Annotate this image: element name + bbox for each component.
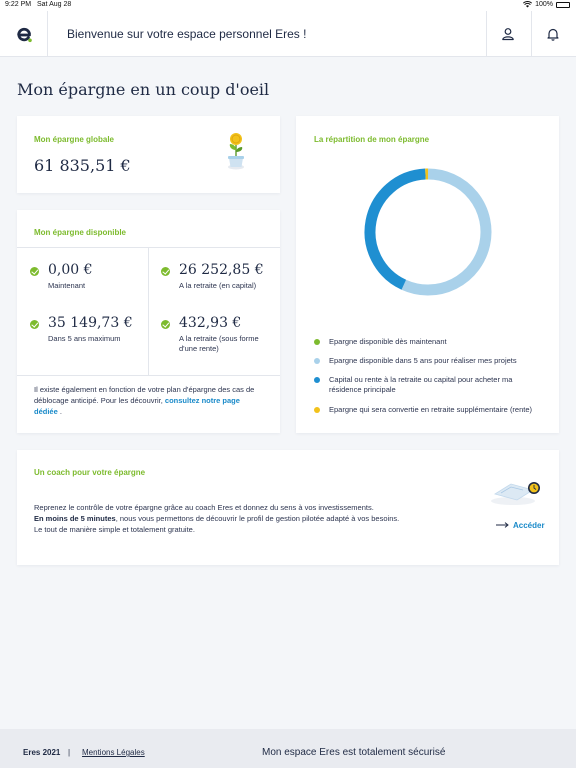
plant-coin-icon (223, 131, 249, 171)
retirement-annuity-label: A la retraite (sous forme d'une rente) (179, 334, 259, 353)
retirement-annuity-amount: 432,93 € (179, 315, 242, 331)
coach-description (34, 502, 399, 535)
security-message: Mon espace Eres est totalement sécurisé (262, 747, 446, 758)
legend-dot (314, 358, 320, 364)
battery-percent: 100% (535, 1, 553, 8)
donut-slice-retraite-capital (370, 174, 425, 285)
legend-dot (314, 339, 320, 345)
status-bar (0, 0, 576, 11)
bell-icon[interactable] (545, 26, 561, 42)
coach-access-link[interactable]: Accéder (513, 521, 545, 530)
check-icon (30, 320, 39, 329)
global-savings-card (17, 116, 280, 193)
coach-bold: En moins de 5 minutes (34, 514, 116, 523)
retirement-capital-label: A la retraite (en capital) (179, 281, 257, 290)
legend-dot (314, 407, 320, 413)
five-years-label: Dans 5 ans maximum (48, 334, 121, 343)
available-now-label: Maintenant (48, 281, 86, 290)
page-footer (0, 729, 576, 768)
legend-label: Capital ou rente à la retraite ou capital pour acheter ma résidence principale (329, 375, 513, 394)
header-divider (486, 11, 487, 57)
card-title: Mon épargne disponible (34, 228, 127, 237)
coach-line-2-rest: , nous vous permettons de découvrir le profil de gestion pilotée adapté à vos besoins. (115, 514, 400, 523)
app-header (0, 11, 576, 57)
legend-label: Epargne qui sera convertie en retraite supplémentaire (rente) (329, 405, 533, 414)
footer-separator: | (68, 748, 71, 757)
donut-slice-disponible-5-ans (404, 174, 486, 290)
available-now-amount: 0,00 € (48, 262, 93, 278)
coach-card (17, 450, 559, 565)
available-savings-card (17, 210, 280, 433)
welcome-message: Bienvenue sur votre espace personnel Eres ! (67, 27, 307, 41)
wifi-icon (523, 1, 532, 8)
legend-label: Epargne disponible dans 5 ans pour réaliser mes projets (329, 356, 517, 365)
note-text: Il existe également en fonction de votre plan d'épargne des cas de déblocage anticipé. Pour les découvrir, (34, 385, 255, 405)
check-icon (161, 267, 170, 276)
legend-label: Epargne disponible dès maintenant (329, 337, 447, 346)
arrow-right-icon (496, 522, 510, 528)
check-icon (30, 267, 39, 276)
coach-line-2 (34, 513, 399, 524)
legend-item (314, 337, 542, 347)
battery-icon (556, 2, 570, 8)
global-savings-amount: 61 835,51 € (34, 156, 131, 175)
page-title: Mon épargne en un coup d'oeil (17, 80, 270, 99)
legend-dot (314, 377, 320, 383)
card-divider (148, 247, 149, 375)
note-end: . (57, 407, 62, 416)
legend-item (314, 405, 542, 415)
legal-notice-link[interactable]: Mentions Légales (82, 748, 145, 757)
distribution-donut-chart (362, 166, 494, 298)
check-icon (161, 320, 170, 329)
header-divider (47, 11, 48, 57)
card-title: Un coach pour votre épargne (34, 468, 146, 477)
header-divider (531, 11, 532, 57)
user-icon[interactable] (500, 26, 516, 42)
retirement-capital-amount: 26 252,85 € (179, 262, 264, 278)
eres-logo[interactable] (14, 23, 34, 45)
five-years-amount: 35 149,73 € (48, 315, 133, 331)
dedicated-page-link[interactable]: consultez notre page dédiée (34, 396, 240, 416)
early-release-note (34, 384, 259, 417)
status-date: Sat Aug 28 (37, 1, 72, 8)
footer-brand: Eres 2021 (23, 748, 61, 757)
distribution-card (296, 116, 559, 433)
card-title: La répartition de mon épargne (314, 135, 430, 144)
status-right (523, 1, 570, 8)
coach-illustration-icon (489, 476, 545, 506)
card-divider (17, 375, 280, 376)
status-time: 9:22 PM (5, 1, 32, 8)
legend-item (314, 375, 542, 395)
coach-line-3: Le tout de manière simple et totalement gratuite. (34, 525, 195, 534)
card-title: Mon épargne globale (34, 135, 115, 144)
coach-line-1: Reprenez le contrôle de votre épargne grâce au coach Eres et donnez du sens à vos investissements. (34, 503, 374, 512)
legend-item (314, 356, 542, 366)
